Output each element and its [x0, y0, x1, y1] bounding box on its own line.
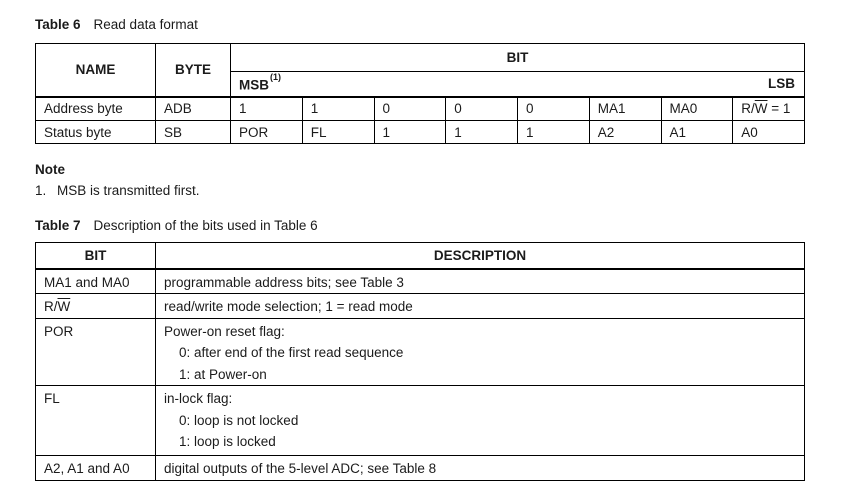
- table6-header-row-1: [36, 44, 805, 72]
- table6-header-bit: BIT: [231, 44, 805, 72]
- cell-description: [156, 294, 805, 319]
- cell-bit: A2: [589, 121, 661, 144]
- cell-description: [156, 456, 805, 481]
- table7-bit-descriptions: [35, 242, 805, 481]
- rw-prefix: R/: [741, 101, 755, 117]
- cell-bit: 0: [374, 97, 446, 121]
- cell-bit: 1: [374, 121, 446, 144]
- msb-label: [239, 71, 281, 93]
- cell-bit: POR: [231, 121, 303, 144]
- table6-row-status-byte: [36, 121, 805, 144]
- table7-caption: [35, 217, 804, 235]
- note-item-1: [35, 181, 804, 201]
- description-line: 0: after end of the first read sequence: [179, 345, 404, 360]
- cell-bit-label: A2, A1 and A0: [36, 456, 156, 481]
- note-item-text: MSB is transmitted first.: [57, 183, 200, 198]
- table7-header-row: [36, 243, 805, 269]
- table7-caption-label: Table 7: [35, 218, 81, 233]
- cell-bit-rw: [733, 97, 805, 121]
- cell-bit: 1: [446, 121, 518, 144]
- table7-row-a2-a1-a0: [36, 456, 805, 481]
- rw-overline-w: $\overline{W}$: [754, 101, 768, 117]
- table6-header-name: NAME: [36, 44, 156, 97]
- cell-bit: MA0: [661, 97, 733, 121]
- description-line: digital outputs of the 5-level ADC; see Table 8: [164, 461, 437, 476]
- rw-prefix: R/: [44, 299, 58, 314]
- table6-row-address-byte: [36, 97, 805, 121]
- description-line: programmable address bits; see Table 3: [164, 274, 404, 290]
- table7-row-fl: [36, 386, 805, 456]
- description-line: 1: at Power-on: [179, 366, 267, 382]
- cell-bit: 1: [518, 121, 590, 144]
- cell-bit: 1: [231, 97, 303, 121]
- rw-suffix: = 1: [767, 101, 791, 117]
- table6-header-byte: BYTE: [156, 44, 231, 97]
- msb-text: MSB: [239, 77, 269, 92]
- cell-bit: 1: [302, 97, 374, 121]
- description-line: read/write mode selection; 1 = read mode: [164, 299, 413, 314]
- cell-bit: A0: [733, 121, 805, 144]
- cell-bit: 0: [446, 97, 518, 121]
- table7-row-ma1-ma0: [36, 269, 805, 294]
- description-line: 0: loop is not locked: [179, 412, 299, 428]
- cell-bit-label-rw: [36, 294, 156, 319]
- description-line: 1: loop is locked: [179, 434, 276, 449]
- cell-name: Address byte: [36, 97, 156, 121]
- cell-bit: MA1: [589, 97, 661, 121]
- table6-caption-text: Read data format: [93, 17, 198, 32]
- note-item-number: 1.: [35, 183, 47, 198]
- cell-name: Status byte: [36, 121, 156, 144]
- table7-header-description: DESCRIPTION: [156, 243, 805, 269]
- lsb-label: LSB: [768, 76, 795, 92]
- msb-footnote-ref: (1): [270, 71, 281, 82]
- cell-byte: ADB: [156, 97, 231, 121]
- cell-bit-label: MA1 and MA0: [36, 269, 156, 294]
- cell-bit: FL: [302, 121, 374, 144]
- table6-caption: [35, 16, 804, 34]
- cell-bit: 0: [518, 97, 590, 121]
- cell-description: [156, 386, 805, 456]
- table7-row-rw: [36, 294, 805, 319]
- table6-caption-label: Table 6: [35, 17, 81, 32]
- table6-read-data-format: [35, 43, 805, 144]
- table6-header-msb-lsb: [231, 72, 805, 97]
- table7-row-por: [36, 318, 805, 386]
- cell-bit: A1: [661, 121, 733, 144]
- document-page: [35, 16, 804, 481]
- cell-byte: SB: [156, 121, 231, 144]
- note-heading: Note: [35, 162, 65, 177]
- rw-overline-w: $\overline{W}$: [57, 299, 71, 314]
- msb-lsb-wrap: [231, 71, 804, 93]
- cell-description: [156, 318, 805, 386]
- description-line: in-lock flag:: [164, 391, 233, 406]
- table7-caption-text: Description of the bits used in Table 6: [93, 218, 318, 233]
- cell-description: [156, 269, 805, 294]
- cell-bit-label: POR: [36, 318, 156, 386]
- table7-header-bit: BIT: [36, 243, 156, 269]
- cell-bit-label: FL: [36, 386, 156, 456]
- description-line: Power-on reset flag:: [164, 323, 285, 339]
